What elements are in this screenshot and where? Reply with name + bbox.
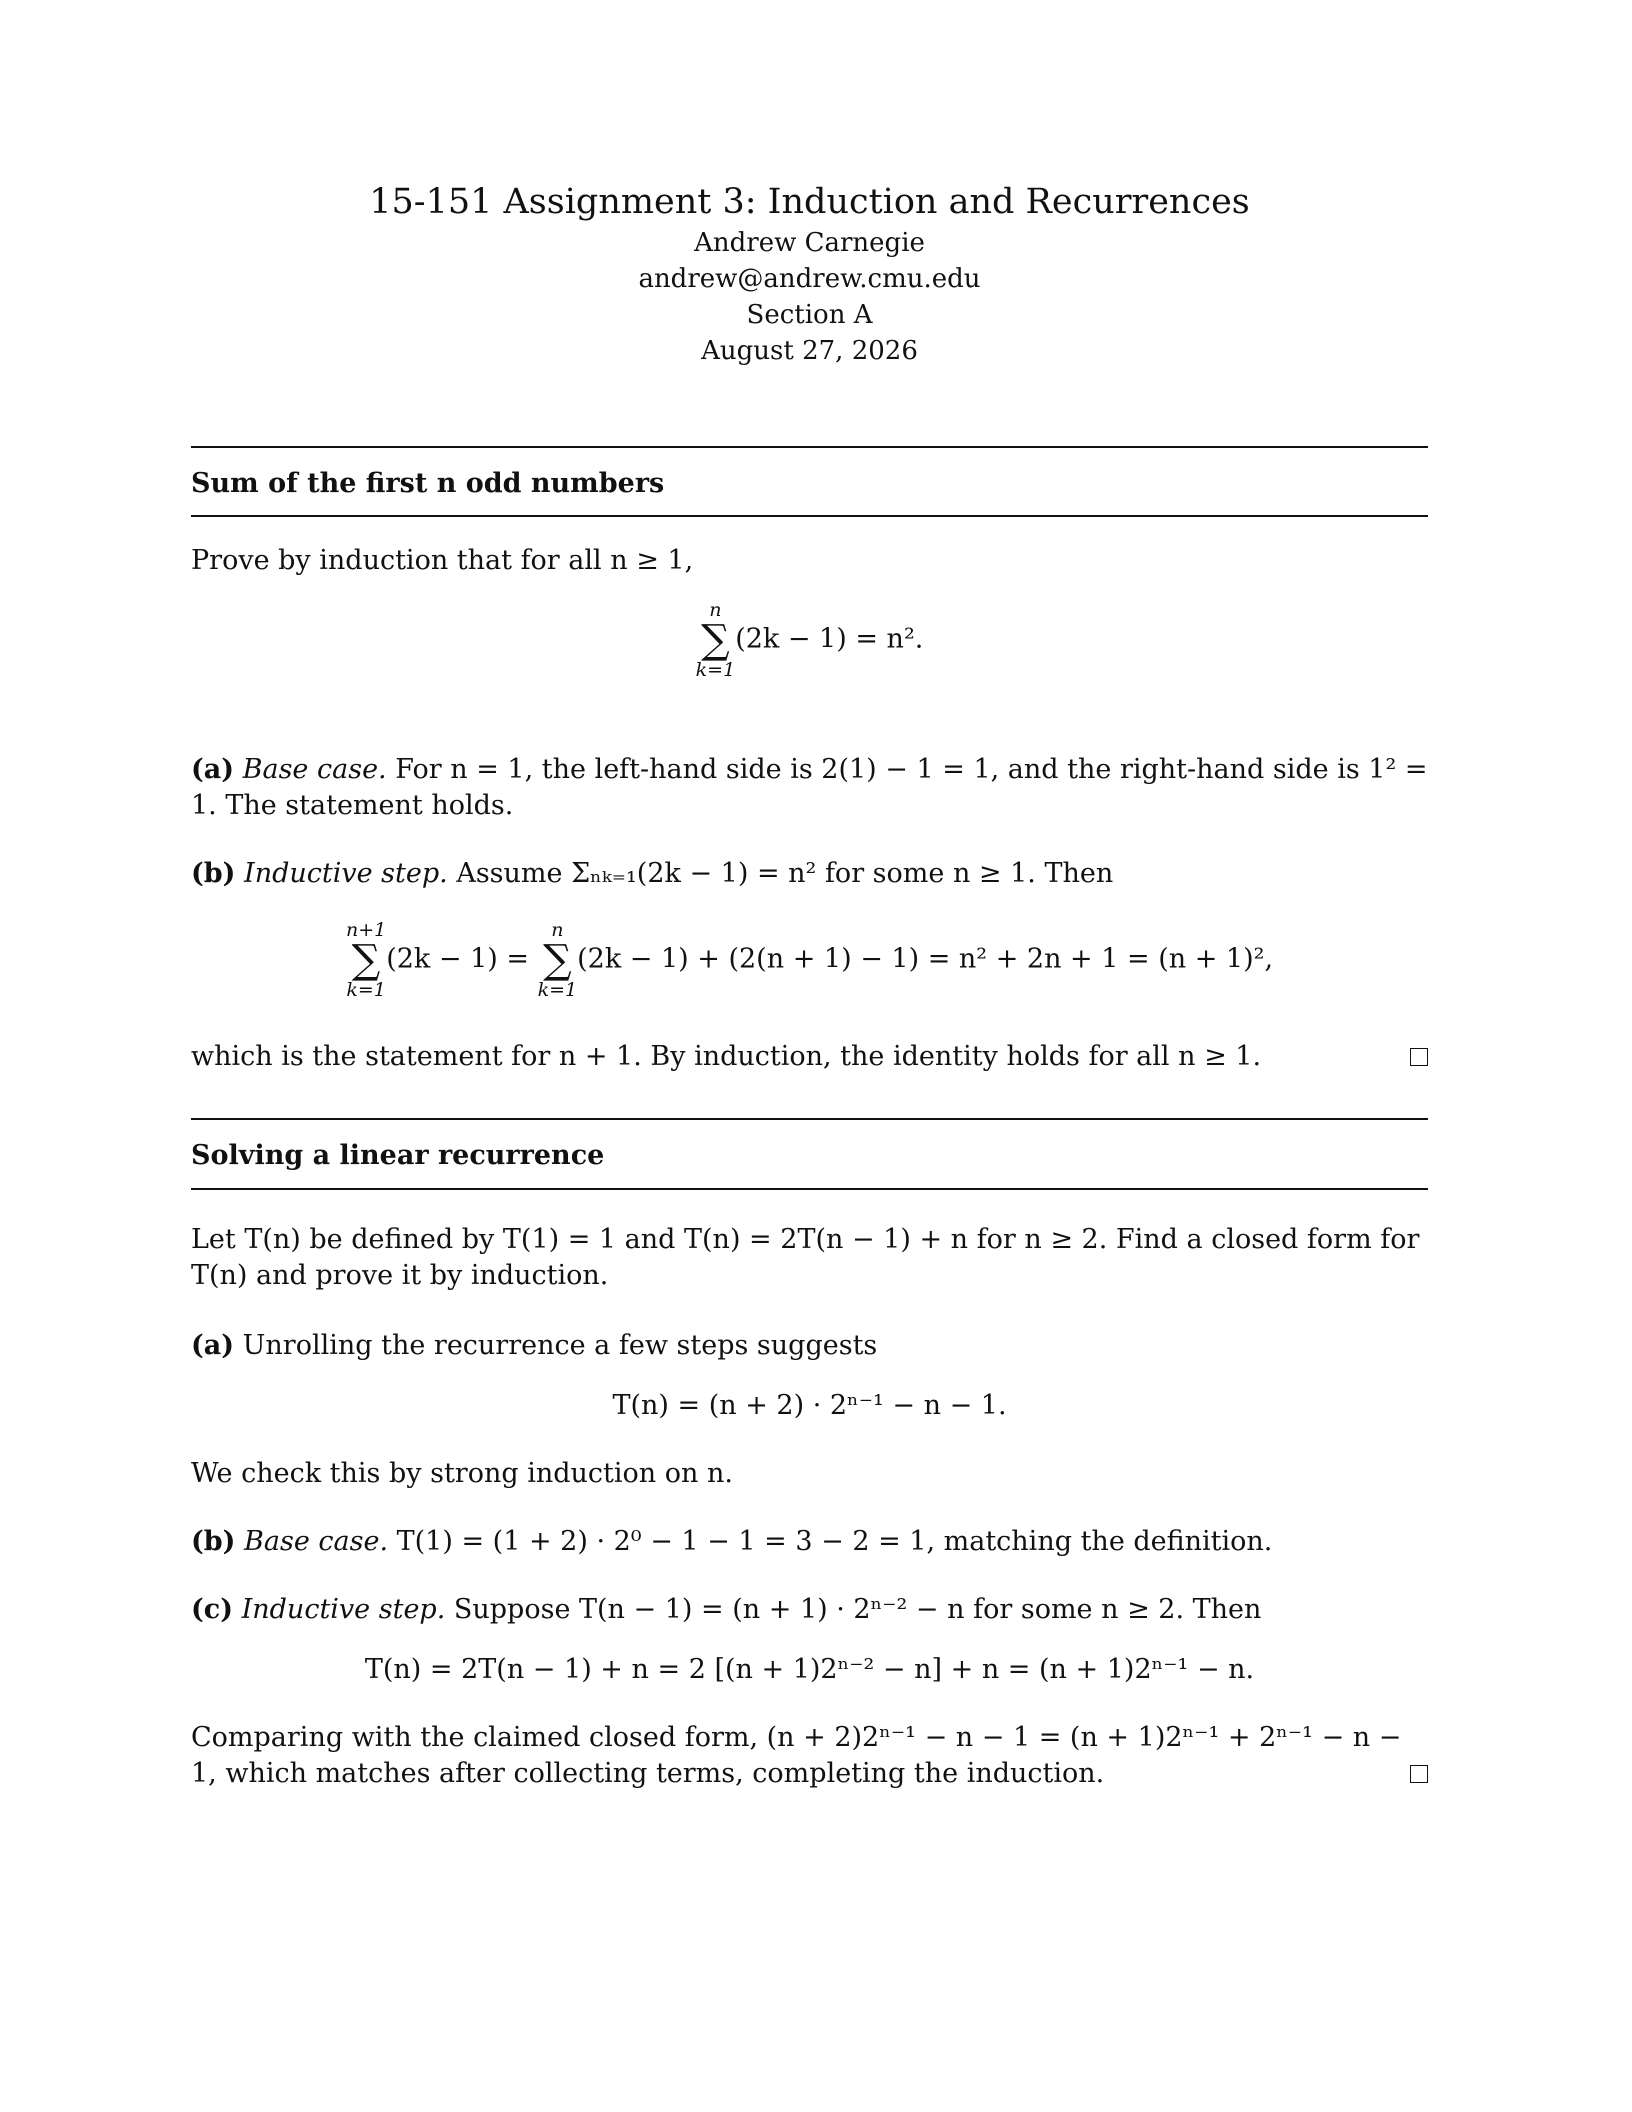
problem-statement: Prove by induction that for all n ≥ 1,	[191, 545, 694, 576]
conclusion-paragraph: which is the statement for n + 1. By induction, the identity holds for all n ≥ 1.	[191, 1039, 1428, 1075]
section-rule-top	[191, 446, 1428, 448]
base-case-paragraph: (b) Base case. T(1) = (1 + 2) · 2⁰ − 1 − 1 = 3 − 2 = 1, matching the definition.	[191, 1526, 1273, 1557]
main-equation: n ∑ k=1 (2k − 1) = n².	[695, 599, 924, 681]
section-heading: Sum of the first n odd numbers	[191, 468, 665, 499]
author-email: andrew@andrew.cmu.edu	[638, 264, 981, 294]
section-rule-top	[191, 1118, 1428, 1120]
check-paragraph: We check this by strong induction on n.	[191, 1458, 733, 1489]
inductive-equation: T(n) = 2T(n − 1) + n = 2 [(n + 1)2ⁿ⁻² − n] + n = (n + 1)2ⁿ⁻¹ − n.	[364, 1654, 1255, 1685]
summation-symbol: n+1 ∑ k=1	[345, 919, 387, 1001]
document-title: 15-151 Assignment 3: Induction and Recurrences	[369, 182, 1250, 222]
author-name: Andrew Carnegie	[694, 228, 925, 258]
closed-form-equation: T(n) = (n + 2) · 2ⁿ⁻¹ − n − 1.	[612, 1390, 1007, 1421]
document-date: August 27, 2026	[701, 336, 918, 366]
base-case-paragraph: (a) Base case. For n = 1, the left-hand side is 2(1) − 1 = 1, and the right-hand side is 1² = 1. The statement holds.	[191, 754, 1428, 821]
inductive-step-paragraph: (c) Inductive step. Suppose T(n − 1) = (n + 1) · 2ⁿ⁻² − n for some n ≥ 2. Then	[191, 1594, 1262, 1625]
section-rule-bottom	[191, 515, 1428, 517]
problem-statement: Let T(n) be defined by T(1) = 1 and T(n) = 2T(n − 1) + n for n ≥ 2. Find a closed form for T(n) and prove it by induction.	[191, 1224, 1420, 1291]
inductive-step-paragraph: (b) Inductive step. Assume Σₙₖ₌₁(2k − 1) = n² for some n ≥ 1. Then	[191, 858, 1114, 889]
summation-symbol: n ∑ k=1	[695, 599, 736, 681]
qed-icon	[1410, 1765, 1428, 1783]
conclusion-paragraph: Comparing with the claimed closed form, (n + 2)2ⁿ⁻¹ − n − 1 = (n + 1)2ⁿ⁻¹ + 2ⁿ⁻¹ − n − 1, which matches after collecting terms, completing the induction.	[191, 1720, 1428, 1792]
qed-icon	[1410, 1048, 1428, 1066]
section-label: Section A	[746, 300, 873, 330]
section-rule-bottom	[191, 1188, 1428, 1190]
unrolling-paragraph: (a) Unrolling the recurrence a few steps suggests	[191, 1330, 878, 1361]
section-heading: Solving a linear recurrence	[191, 1140, 605, 1171]
summation-symbol: n ∑ k=1	[537, 919, 578, 1001]
inductive-equation: n+1 ∑ k=1 (2k − 1) = n ∑ k=1 (2k − 1) + (2(n + 1) − 1) = n² + 2n + 1 = (n + 1)²,	[345, 919, 1274, 1001]
